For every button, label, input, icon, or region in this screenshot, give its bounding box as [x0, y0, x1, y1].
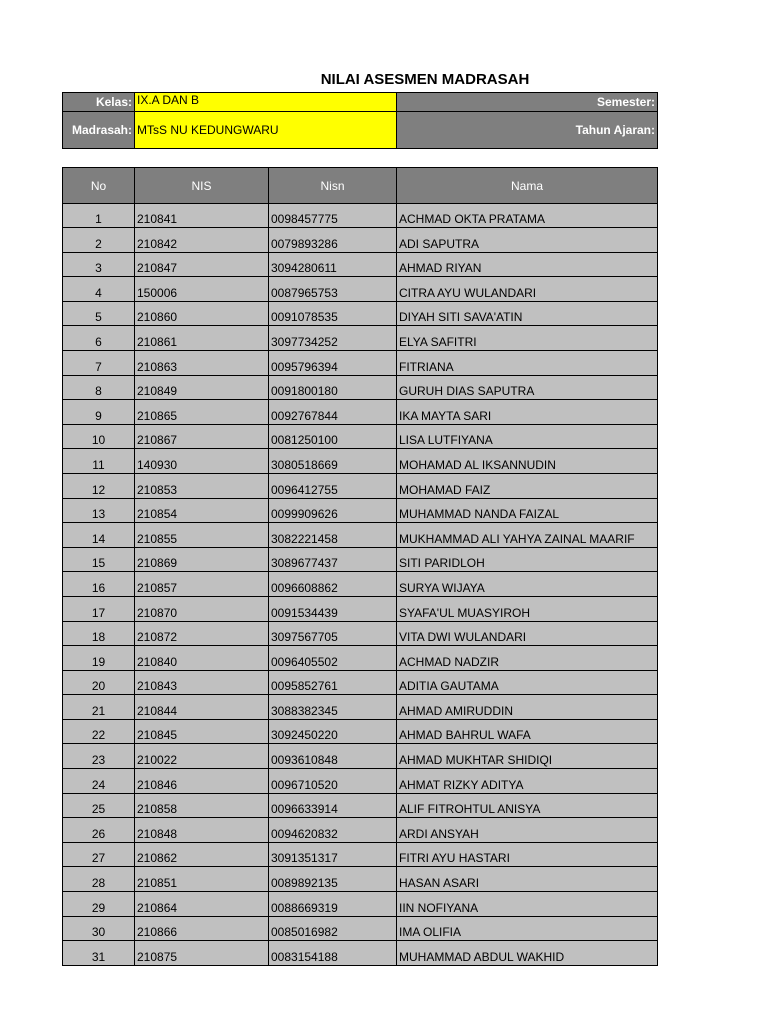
- cell-nisn[interactable]: 3097567705: [269, 621, 397, 646]
- cell-no[interactable]: 7: [63, 350, 135, 375]
- cell-no[interactable]: 30: [63, 916, 135, 941]
- cell-no[interactable]: 17: [63, 596, 135, 621]
- cell-nama[interactable]: ADI SAPUTRA: [397, 228, 658, 253]
- cell-nisn[interactable]: 0085016982: [269, 916, 397, 941]
- cell-no[interactable]: 26: [63, 818, 135, 843]
- table-row: [63, 572, 658, 597]
- cell-nisn[interactable]: 0096412755: [269, 473, 397, 498]
- cell-nama[interactable]: IIN NOFIYANA: [397, 892, 658, 917]
- cell-nis[interactable]: 210854: [135, 498, 269, 523]
- cell-nama[interactable]: MUKHAMMAD ALI YAHYA ZAINAL MAARIF: [397, 523, 658, 548]
- table-row: [63, 892, 658, 917]
- cell-nis[interactable]: 210842: [135, 228, 269, 253]
- kelas-label: Kelas:: [63, 93, 135, 112]
- madrasah-label: Madrasah:: [63, 112, 135, 149]
- cell-nama[interactable]: ARDI ANSYAH: [397, 818, 658, 843]
- cell-nis[interactable]: 210847: [135, 252, 269, 277]
- cell-no[interactable]: 3: [63, 252, 135, 277]
- cell-nama[interactable]: ACHMAD NADZIR: [397, 646, 658, 671]
- table-row: [63, 204, 658, 228]
- table-row: [63, 916, 658, 941]
- cell-nisn[interactable]: 3091351317: [269, 842, 397, 867]
- cell-no[interactable]: 16: [63, 572, 135, 597]
- table-row: [63, 596, 658, 621]
- cell-nisn[interactable]: 3097734252: [269, 326, 397, 351]
- cell-nisn[interactable]: 3088382345: [269, 695, 397, 720]
- cell-nisn[interactable]: 0091800180: [269, 375, 397, 400]
- cell-nis[interactable]: 210858: [135, 793, 269, 818]
- table-row: [63, 375, 658, 400]
- cell-no[interactable]: 20: [63, 670, 135, 695]
- cell-no[interactable]: 11: [63, 449, 135, 474]
- table-row: [63, 277, 658, 302]
- table-row: [63, 793, 658, 818]
- cell-no[interactable]: 13: [63, 498, 135, 523]
- cell-nisn[interactable]: 0088669319: [269, 892, 397, 917]
- cell-nama[interactable]: AHMAD AMIRUDDIN: [397, 695, 658, 720]
- cell-nama[interactable]: ALIF FITROHTUL ANISYA: [397, 793, 658, 818]
- cell-nis[interactable]: 210853: [135, 473, 269, 498]
- table-row: [63, 400, 658, 425]
- cell-nama[interactable]: HASAN ASARI: [397, 867, 658, 892]
- cell-nis[interactable]: 210869: [135, 547, 269, 572]
- cell-nisn[interactable]: 3082221458: [269, 523, 397, 548]
- table-row: [63, 523, 658, 548]
- table-row: [63, 646, 658, 671]
- madrasah-row: [63, 112, 658, 149]
- cell-nisn[interactable]: 3080518669: [269, 449, 397, 474]
- cell-nis[interactable]: 210840: [135, 646, 269, 671]
- cell-no[interactable]: 4: [63, 277, 135, 302]
- cell-no[interactable]: 25: [63, 793, 135, 818]
- cell-nama[interactable]: SURYA WIJAYA: [397, 572, 658, 597]
- cell-nisn[interactable]: 3094280611: [269, 252, 397, 277]
- cell-nis[interactable]: 210866: [135, 916, 269, 941]
- cell-no[interactable]: 12: [63, 473, 135, 498]
- table-row: [63, 547, 658, 572]
- cell-nis[interactable]: 210022: [135, 744, 269, 769]
- cell-nis[interactable]: 210865: [135, 400, 269, 425]
- table-row: [63, 867, 658, 892]
- table-row: [63, 228, 658, 253]
- cell-no[interactable]: 14: [63, 523, 135, 548]
- cell-nama[interactable]: AHMAD MUKHTAR SHIDIQI: [397, 744, 658, 769]
- cell-nis[interactable]: 210849: [135, 375, 269, 400]
- cell-nama[interactable]: MUHAMMAD NANDA FAIZAL: [397, 498, 658, 523]
- cell-no[interactable]: 27: [63, 842, 135, 867]
- cell-nama[interactable]: ADITIA GAUTAMA: [397, 670, 658, 695]
- table-row: [63, 301, 658, 326]
- cell-nama[interactable]: MOHAMAD FAIZ: [397, 473, 658, 498]
- cell-nama[interactable]: IMA OLIFIA: [397, 916, 658, 941]
- table-row: [63, 449, 658, 474]
- cell-nisn[interactable]: 0092767844: [269, 400, 397, 425]
- cell-nama[interactable]: AHMAD RIYAN: [397, 252, 658, 277]
- table-row: [63, 350, 658, 375]
- cell-nama[interactable]: CITRA AYU WULANDARI: [397, 277, 658, 302]
- cell-nisn[interactable]: 0083154188: [269, 941, 397, 966]
- cell-nama[interactable]: MUHAMMAD ABDUL WAKHID: [397, 941, 658, 966]
- table-row: [63, 498, 658, 523]
- cell-nis[interactable]: 210867: [135, 424, 269, 449]
- cell-nama[interactable]: AHMAD BAHRUL WAFA: [397, 719, 658, 744]
- cell-nis[interactable]: 210862: [135, 842, 269, 867]
- table-row: [63, 818, 658, 843]
- cell-no[interactable]: 6: [63, 326, 135, 351]
- cell-nis[interactable]: 210863: [135, 350, 269, 375]
- kelas-row: [63, 93, 658, 112]
- cell-no[interactable]: 1: [63, 204, 135, 228]
- table-row: [63, 621, 658, 646]
- cell-nisn[interactable]: 0087965753: [269, 277, 397, 302]
- header-no[interactable]: No: [63, 168, 135, 204]
- cell-no[interactable]: 15: [63, 547, 135, 572]
- table-row: [63, 473, 658, 498]
- cell-nama[interactable]: FITRIANA: [397, 350, 658, 375]
- table-header-row: [63, 168, 658, 204]
- cell-nis[interactable]: 210860: [135, 301, 269, 326]
- cell-nis[interactable]: 210846: [135, 769, 269, 794]
- header-nisn[interactable]: Nisn: [269, 168, 397, 204]
- table-row: [63, 842, 658, 867]
- cell-nis[interactable]: 210851: [135, 867, 269, 892]
- cell-nama[interactable]: MOHAMAD AL IKSANNUDIN: [397, 449, 658, 474]
- cell-no[interactable]: 24: [63, 769, 135, 794]
- table-row: [63, 670, 658, 695]
- cell-nis[interactable]: 210872: [135, 621, 269, 646]
- cell-no[interactable]: 23: [63, 744, 135, 769]
- cell-nisn[interactable]: 0096633914: [269, 793, 397, 818]
- cell-nis[interactable]: 210875: [135, 941, 269, 966]
- cell-no[interactable]: 19: [63, 646, 135, 671]
- cell-nama[interactable]: LISA LUTFIYANA: [397, 424, 658, 449]
- cell-nisn[interactable]: 0089892135: [269, 867, 397, 892]
- header-nama[interactable]: Nama: [397, 168, 658, 204]
- table-row: [63, 695, 658, 720]
- cell-nama[interactable]: ACHMAD OKTA PRATAMA: [397, 204, 658, 228]
- cell-nis[interactable]: 210844: [135, 695, 269, 720]
- cell-nama[interactable]: ELYA SAFITRI: [397, 326, 658, 351]
- cell-no[interactable]: 31: [63, 941, 135, 966]
- header-nis[interactable]: NIS: [135, 168, 269, 204]
- cell-nisn[interactable]: 0095796394: [269, 350, 397, 375]
- cell-nama[interactable]: VITA DWI WULANDARI: [397, 621, 658, 646]
- cell-nis[interactable]: 150006: [135, 277, 269, 302]
- table-row: [63, 252, 658, 277]
- cell-nama[interactable]: SITI PARIDLOH: [397, 547, 658, 572]
- cell-no[interactable]: 22: [63, 719, 135, 744]
- cell-nis[interactable]: 210855: [135, 523, 269, 548]
- cell-nis[interactable]: 210848: [135, 818, 269, 843]
- student-table: [62, 167, 658, 966]
- kelas-value[interactable]: IX.A DAN B: [135, 93, 397, 112]
- table-row: [63, 424, 658, 449]
- cell-nis[interactable]: 140930: [135, 449, 269, 474]
- cell-no[interactable]: 29: [63, 892, 135, 917]
- cell-nisn[interactable]: 0079893286: [269, 228, 397, 253]
- cell-nisn[interactable]: 3089677437: [269, 547, 397, 572]
- cell-no[interactable]: 18: [63, 621, 135, 646]
- cell-nis[interactable]: 210861: [135, 326, 269, 351]
- cell-nis[interactable]: 210870: [135, 596, 269, 621]
- cell-nisn[interactable]: 0096405502: [269, 646, 397, 671]
- cell-nis[interactable]: 210845: [135, 719, 269, 744]
- semester-label: Semester:: [397, 93, 658, 112]
- cell-nisn[interactable]: 0093610848: [269, 744, 397, 769]
- cell-nis[interactable]: 210857: [135, 572, 269, 597]
- cell-nisn[interactable]: 0091534439: [269, 596, 397, 621]
- cell-nisn[interactable]: 0095852761: [269, 670, 397, 695]
- cell-nis[interactable]: 210841: [135, 204, 269, 228]
- cell-nisn[interactable]: 0098457775: [269, 204, 397, 228]
- table-row: [63, 719, 658, 744]
- cell-nisn[interactable]: 0091078535: [269, 301, 397, 326]
- cell-nisn[interactable]: 0094620832: [269, 818, 397, 843]
- cell-no[interactable]: 10: [63, 424, 135, 449]
- table-row: [63, 941, 658, 966]
- table-row: [63, 769, 658, 794]
- cell-nama[interactable]: AHMAT RIZKY ADITYA: [397, 769, 658, 794]
- cell-nisn[interactable]: 0096608862: [269, 572, 397, 597]
- page-title: NILAI ASESMEN MADRASAH: [320, 71, 530, 88]
- cell-nis[interactable]: 210843: [135, 670, 269, 695]
- tahun-ajaran-label: Tahun Ajaran:: [397, 112, 658, 149]
- info-table: [62, 92, 658, 149]
- cell-nisn[interactable]: 0081250100: [269, 424, 397, 449]
- cell-nama[interactable]: SYAFA'UL MUASYIROH: [397, 596, 658, 621]
- cell-nis[interactable]: 210864: [135, 892, 269, 917]
- cell-no[interactable]: 28: [63, 867, 135, 892]
- cell-nama[interactable]: DIYAH SITI SAVA'ATIN: [397, 301, 658, 326]
- cell-no[interactable]: 5: [63, 301, 135, 326]
- madrasah-value[interactable]: MTsS NU KEDUNGWARU: [135, 112, 397, 149]
- cell-no[interactable]: 21: [63, 695, 135, 720]
- cell-no[interactable]: 8: [63, 375, 135, 400]
- cell-nisn[interactable]: 0099909626: [269, 498, 397, 523]
- cell-no[interactable]: 9: [63, 400, 135, 425]
- cell-nama[interactable]: GURUH DIAS SAPUTRA: [397, 375, 658, 400]
- cell-no[interactable]: 2: [63, 228, 135, 253]
- table-row: [63, 744, 658, 769]
- table-row: [63, 326, 658, 351]
- cell-nisn[interactable]: 3092450220: [269, 719, 397, 744]
- cell-nama[interactable]: FITRI AYU HASTARI: [397, 842, 658, 867]
- cell-nama[interactable]: IKA MAYTA SARI: [397, 400, 658, 425]
- cell-nisn[interactable]: 0096710520: [269, 769, 397, 794]
